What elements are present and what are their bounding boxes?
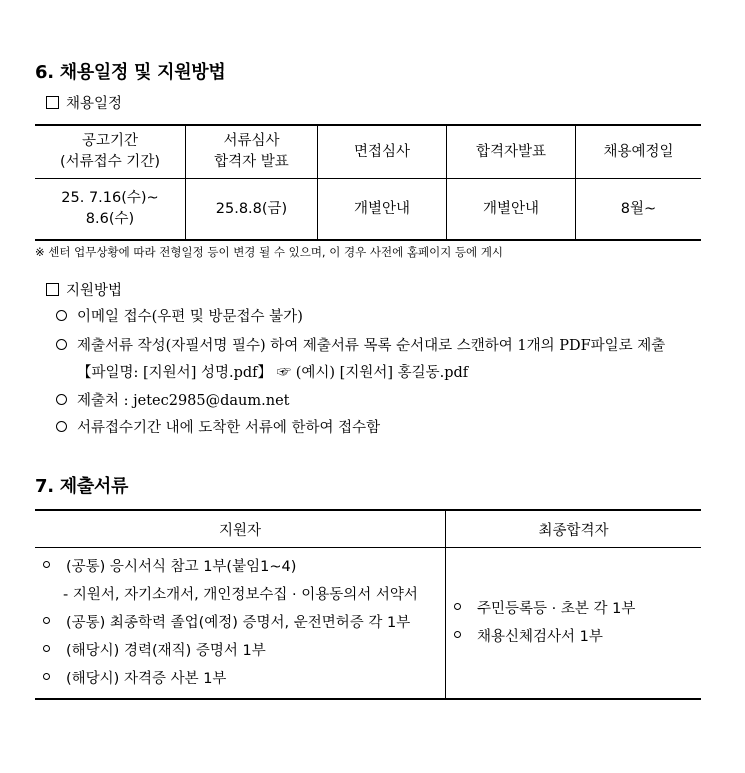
cell-announcement-period: 25. 7.16(수)~ 8.6(수) xyxy=(35,179,186,241)
schedule-note: ※ 센터 업무상황에 따라 전형일정 등이 변경 될 수 있으며, 이 경우 사전에 홈페이지 등에 게시 xyxy=(35,245,504,259)
bullet-icon xyxy=(43,617,50,624)
header-final-announcement: 합격자발표 xyxy=(447,125,576,179)
checkbox-square-icon xyxy=(46,96,59,109)
section-7-title: 7. 제출서류 xyxy=(35,476,129,497)
method-heading xyxy=(46,279,122,300)
method-item: 제출서류 작성(자필서명 필수) 하여 제출서류 목록 순서대로 스캔하여 1개의 PDF파일로 제출 xyxy=(56,334,665,355)
list-item: (공통) 최종학력 졸업(예정) 증명서, 운전면허증 각 1부 xyxy=(35,609,445,637)
method-item: 이메일 접수(우편 및 방문접수 불가) xyxy=(56,305,303,326)
list-item: (공통) 응시서식 참고 1부(붙임1~4) xyxy=(35,553,445,581)
header-document-review: 서류심사 합격자 발표 xyxy=(186,125,318,179)
list-item: (해당시) 자격증 사본 1부 xyxy=(35,665,445,693)
header-final-candidate: 최종합격자 xyxy=(446,510,702,548)
header-applicant: 지원자 xyxy=(35,510,446,548)
bullet-icon xyxy=(454,631,461,638)
filename-example: 【파일명: [지원서] 성명.pdf】 ☞ (예시) [지원서] 홍길동.pdf xyxy=(77,365,469,381)
schedule-heading xyxy=(46,92,122,113)
schedule-table xyxy=(35,124,701,241)
cell-final-announcement: 개별안내 xyxy=(447,179,576,241)
list-subitem: - 지원서, 자기소개서, 개인정보수집 · 이용동의서 서약서 xyxy=(63,587,418,603)
bullet-icon xyxy=(43,561,50,568)
final-candidate-documents xyxy=(446,548,702,700)
documents-header-row xyxy=(35,510,701,548)
method-item: 서류접수기간 내에 도착한 서류에 한하여 접수함 xyxy=(56,416,380,437)
cell-document-review: 25.8.8(금) xyxy=(186,179,318,241)
list-item: (해당시) 경력(재직) 증명서 1부 xyxy=(35,637,445,665)
schedule-body-row xyxy=(35,179,701,241)
list-item: 주민등록등 · 초본 각 1부 xyxy=(446,595,701,623)
bullet-icon xyxy=(454,603,461,610)
method-heading-label: 지원방법 xyxy=(66,283,123,299)
schedule-heading-label: 채용일정 xyxy=(66,96,123,112)
schedule-header-row xyxy=(35,125,701,179)
header-interview: 면접심사 xyxy=(318,125,447,179)
header-hire-date: 채용예정일 xyxy=(576,125,702,179)
section-6-title: 6. 채용일정 및 지원방법 xyxy=(35,62,226,83)
bullet-icon xyxy=(43,645,50,652)
circle-bullet-icon xyxy=(56,339,67,350)
applicant-documents xyxy=(35,548,446,700)
circle-bullet-icon xyxy=(56,421,67,432)
documents-table xyxy=(35,509,701,700)
circle-bullet-icon xyxy=(56,394,67,405)
circle-bullet-icon xyxy=(56,310,67,321)
checkbox-square-icon xyxy=(46,283,59,296)
bullet-icon xyxy=(43,673,50,680)
header-announcement-period: 공고기간 (서류접수 기간) xyxy=(35,125,186,179)
cell-interview: 개별안내 xyxy=(318,179,447,241)
method-item: 제출처 : jetec2985@daum.net xyxy=(56,389,290,410)
list-item: 채용신체검사서 1부 xyxy=(446,623,701,651)
cell-hire-date: 8월~ xyxy=(576,179,702,241)
documents-body-row xyxy=(35,548,701,700)
